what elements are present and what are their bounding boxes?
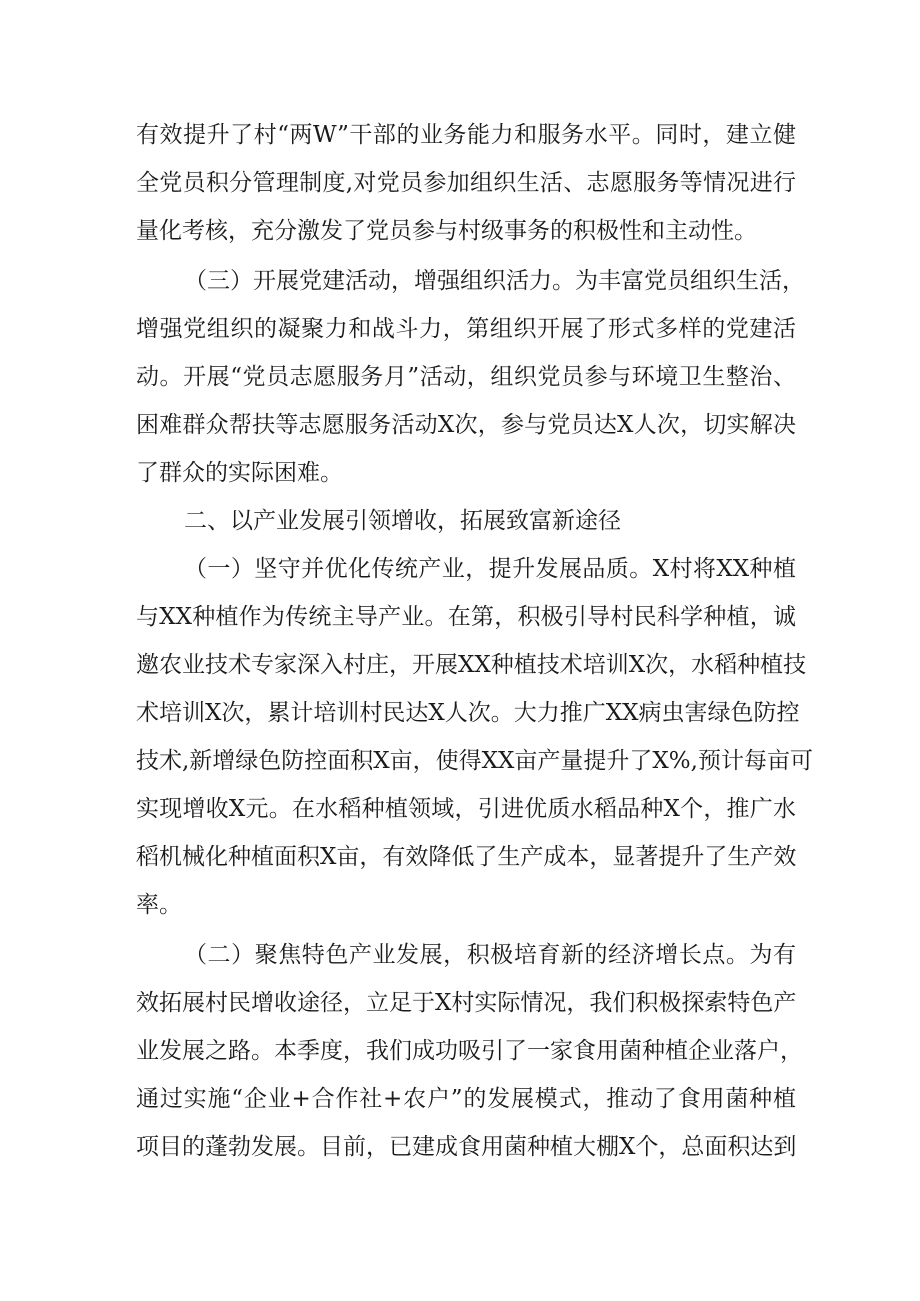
text-line: 邀农业技术专家深入村庄，开展XX种植技术培训X次，水稻种植技 [136, 652, 807, 678]
text-line: 业发展之路。本季度，我们成功吸引了一家食用菌种植企业落户， [136, 1038, 803, 1064]
text-line: 有效提升了村“两W”干部的业务能力和服务水平。同时，建立健 [136, 122, 796, 148]
text-line: 技术,新增绿色防控面积X亩，使得XX亩产量提升了X%,预计每亩可 [136, 748, 813, 774]
chapter-heading: 二、以产业发展引领增收，拓展致富新途径 [184, 508, 621, 534]
section-heading-line: （三）开展党建活动，增强组织活力。为丰富党员组织生活， [184, 268, 805, 294]
text-line: 全党员积分管理制度,对党员参加组织生活、志愿服务等情况进行 [136, 170, 796, 196]
text-line: 率。 [136, 892, 182, 918]
text-line: 效拓展村民增收途径，立足于X村实际情况，我们积极探索特色产 [136, 990, 797, 1016]
text-line: 实现增收X元。在水稻种植领域，引进优质水稻品种X个，推广水 [136, 796, 796, 822]
text-line: 了群众的实际困难。 [136, 460, 343, 486]
text-line: 困难群众帮扶等志愿服务活动X次，参与党员达X人次，切实解决 [136, 412, 796, 438]
text-line: 动。开展“党员志愿服务月”活动，组织党员参与环境卫生整治、 [136, 364, 796, 390]
text-line: 稻机械化种植面积X亩，有效降低了生产成本，显著提升了生产效 [136, 844, 797, 870]
section-heading-line: （一）坚守并优化传统产业，提升发展品质。X村将XX种植 [184, 556, 796, 582]
text-line: 术培训X次，累计培训村民达X人次。大力推广XX病虫害绿色防控 [136, 700, 800, 726]
text-line: 通过实施“企业+合作社+农户”的发展模式，推动了食用菌种植 [136, 1086, 796, 1112]
section-heading-line: （二）聚焦特色产业发展，积极培育新的经济增长点。为有 [184, 942, 796, 968]
text-line: 增强党组织的凝聚力和战斗力，第组织开展了形式多样的党建活 [136, 316, 796, 342]
text-line: 量化考核，充分激发了党员参与村级事务的积极性和主动性。 [136, 218, 757, 244]
text-line: 项目的蓬勃发展。目前，已建成食用菌种植大棚X个，总面积达到 [136, 1134, 797, 1160]
text-line: 与XX种植作为传统主导产业。在第，积极引导村民科学种植，诚 [136, 604, 796, 630]
